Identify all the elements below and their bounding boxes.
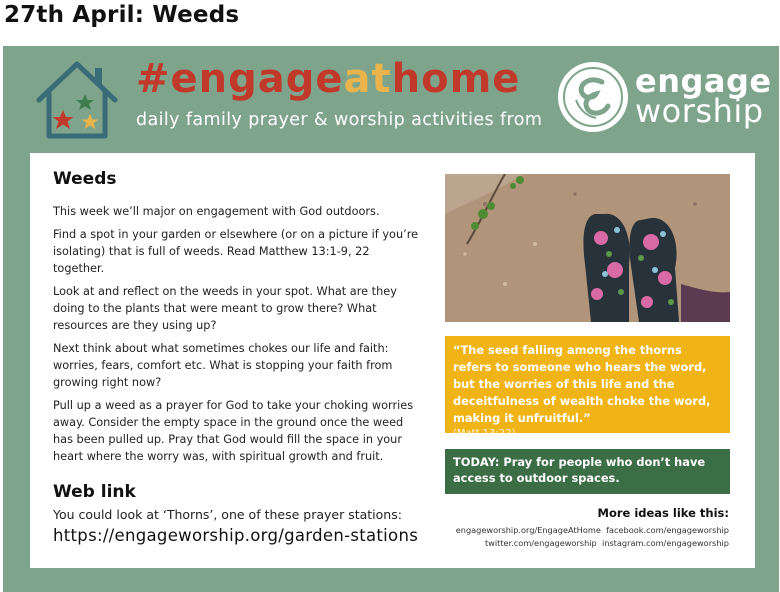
page-heading: 27th April: Weeds [4, 2, 240, 28]
hashtag-title [136, 56, 521, 102]
weblink-url[interactable]: https://engageworship.org/garden-stations [53, 526, 419, 545]
wellies-photo [445, 174, 730, 322]
more-ideas-links [456, 524, 729, 550]
hashtag-part-engage: #engage [136, 56, 344, 102]
quote-box [445, 336, 730, 439]
activity-card [30, 153, 755, 568]
poster [3, 46, 779, 592]
logo-wordmark [635, 62, 772, 131]
activity-title: Weeds [53, 169, 117, 189]
activity-body [53, 203, 423, 471]
more-ideas-title: More ideas like this: [597, 506, 729, 520]
link-instagram[interactable]: instagram.com/engageworship [601, 538, 729, 548]
link-facebook[interactable]: facebook.com/engageworship [606, 525, 729, 535]
quote-text: “The seed falling among the thorns refers to someone who hears the word, but the worries of this life and the deceitfulness of wealth choke the word, making it unfruitful.” [453, 343, 711, 425]
activity-paragraph: Next think about what sometimes chokes our life and faith: worries, fears, comfort etc. What is stopping your faith from growing right now? [53, 342, 393, 389]
weblink-title: Web link [53, 482, 136, 502]
quote-reference: (Matt 13:22) [453, 428, 516, 439]
logo-line-worship: worship [635, 92, 764, 131]
link-twitter[interactable]: twitter.com/engageworship [484, 538, 597, 548]
activity-paragraph: Find a spot in your garden or elsewhere (or on a picture if you’re isolating) that is full of weeds. Read Matthew 13:1-9, 22 together. [53, 228, 419, 275]
logo-line-engage: engage [635, 62, 772, 100]
banner-subtitle: daily family prayer & worship activities from [136, 110, 543, 130]
hashtag-part-at: at [343, 56, 392, 102]
house-icon [33, 56, 121, 142]
weblink-intro: You could look at ‘Thorns’, one of these prayer stations: [53, 507, 402, 522]
engage-worship-logo-icon [556, 60, 630, 134]
activity-paragraph: Pull up a weed as a prayer for God to take your choking worries away. Consider the empty space in the ground once the weed has been pulled up. Pray that God would fill the space in your heart where the worry was, with spiritual growth and fruit. [53, 399, 414, 463]
link-engageathome[interactable]: engageworship.org/EngageAtHome [455, 525, 601, 535]
today-box: TODAY: Pray for people who don’t have access to outdoor spaces. [445, 449, 730, 494]
activity-paragraph: This week we’ll major on engagement with God outdoors. [53, 205, 380, 218]
hashtag-part-home: home [391, 56, 521, 102]
activity-paragraph: Look at and reflect on the weeds in your spot. What are they doing to the plants that were meant to grow there? What resources are they using up? [53, 285, 397, 332]
